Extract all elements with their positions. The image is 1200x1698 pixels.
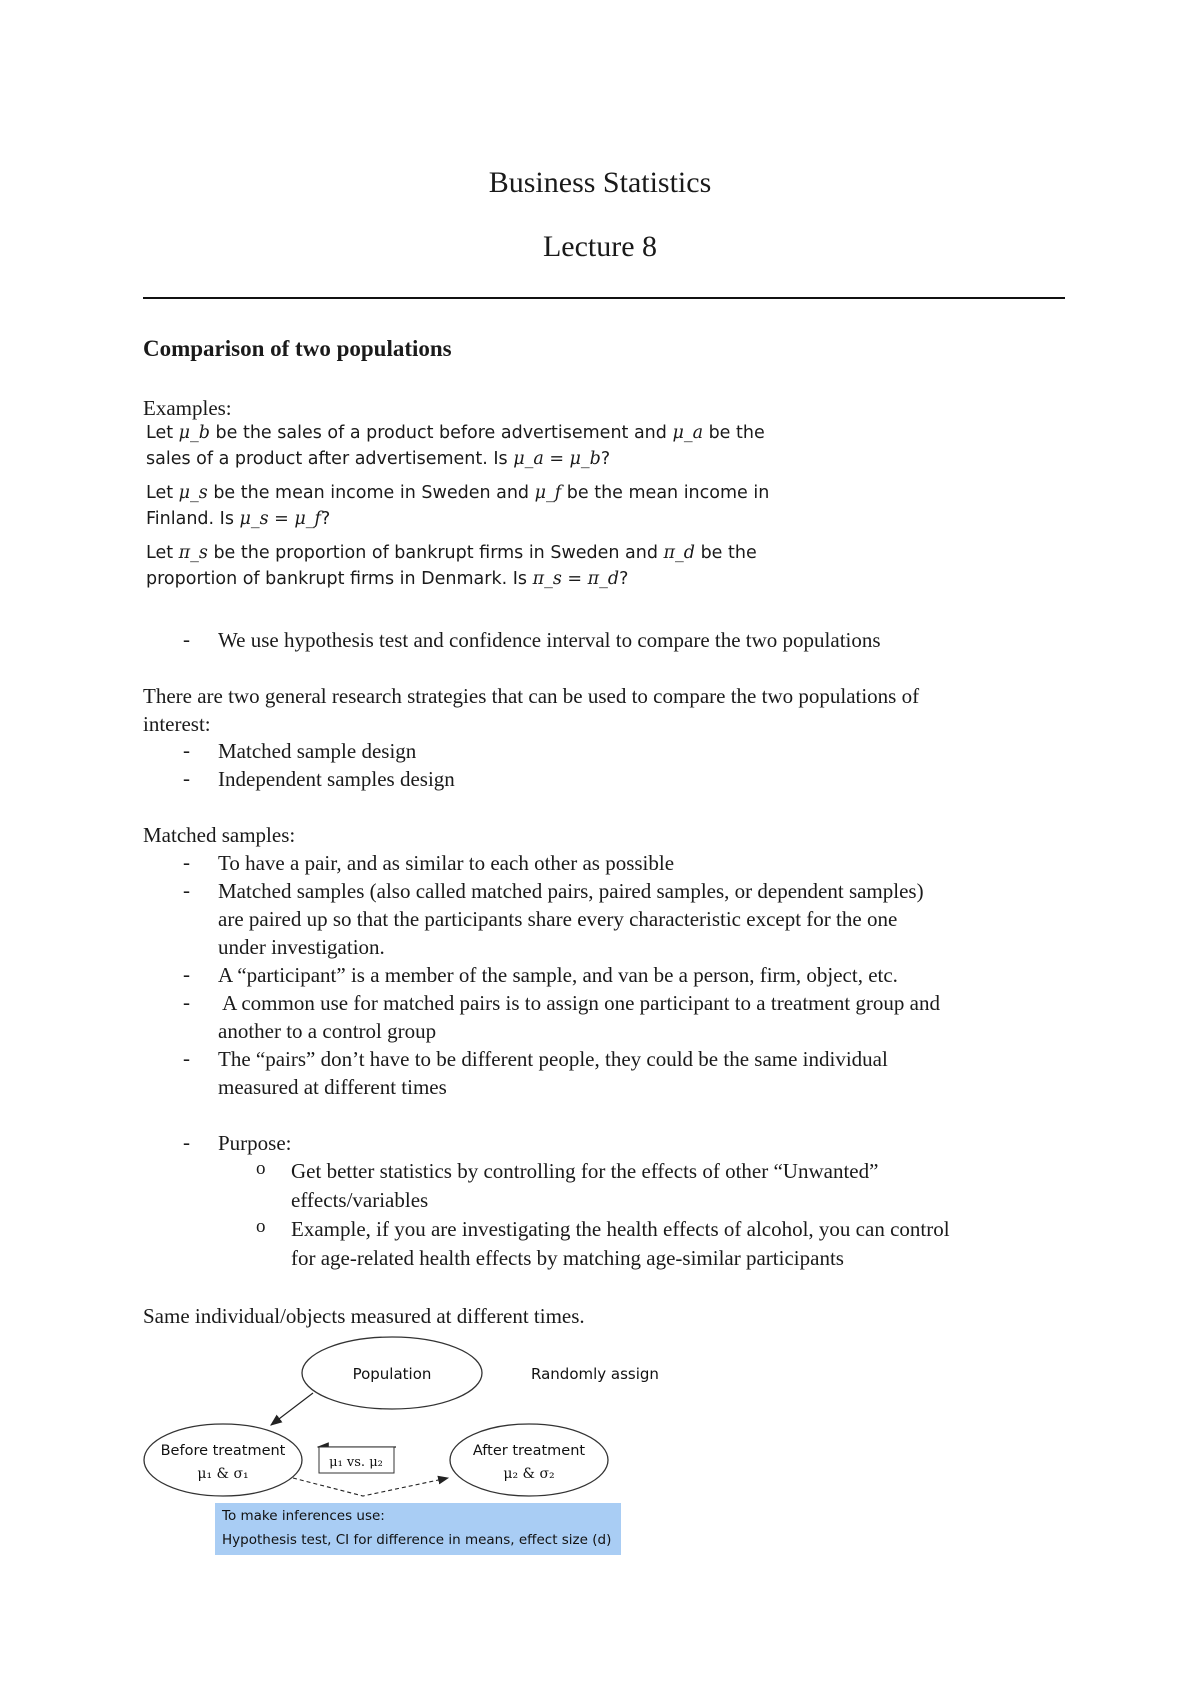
math-mu-a: μ_a	[672, 423, 704, 443]
matched-point-line: A “participant” is a member of the sample, and van be a person, firm, object, etc.	[218, 963, 898, 987]
document-subtitle: Lecture 8	[542, 230, 658, 263]
matched-point-line: The “pairs” don’t have to be different people, they could be the same individual	[218, 1047, 888, 1071]
example-2-line-2: Finland. Is μ_s = μ_f?	[146, 509, 331, 529]
matched-point-line: A common use for matched pairs is to assign one participant to a treatment group and	[218, 991, 940, 1015]
strategies-intro-line-2: interest:	[143, 712, 211, 736]
math-mu-f: μ_f	[534, 483, 562, 503]
matched-point-line: are paired up so that the participants share every characteristic except for the one	[218, 907, 898, 931]
strategies-intro-line-1: There are two general research strategies that can be used to compare the two populations of	[143, 684, 920, 708]
population-label: Population	[352, 1365, 432, 1383]
before-title: Before treatment	[160, 1443, 286, 1459]
matched-point-line: Matched samples (also called matched pairs, paired samples, or dependent samples)	[218, 879, 924, 903]
matched-samples-diagram	[143, 1325, 703, 1560]
bullet-dash: -	[183, 766, 190, 790]
info-line-2: Hypothesis test, CI for difference in means, effect size (d)	[222, 1532, 612, 1548]
compare-label: μ₁ vs. μ₂	[329, 1455, 383, 1470]
bullet-dash: -	[183, 850, 190, 874]
math-mu-s: μ_s	[178, 483, 208, 503]
after-title: After treatment	[472, 1443, 586, 1459]
section-heading: Comparison of two populations	[143, 336, 452, 361]
math-pi-d: π_d	[663, 543, 696, 563]
matched-samples-label: Matched samples:	[143, 823, 296, 847]
before-to-after-arrow	[293, 1478, 448, 1496]
examples-label: Examples:	[143, 396, 232, 420]
strategy-item: Matched sample design	[218, 739, 417, 763]
hypothesis-bullet-text: We use hypothesis test and confidence interval to compare the two populations	[218, 628, 881, 652]
math-equation: μ_s = μ_f	[239, 509, 321, 529]
population-to-before-arrow	[271, 1393, 313, 1425]
bullet-dash: -	[183, 1046, 190, 1070]
math-pi-s: π_s	[178, 543, 208, 563]
bullet-dash: -	[183, 990, 190, 1014]
before-ellipse	[144, 1424, 302, 1496]
example-3-line-1: Let π_s be the proportion of bankrupt firms in Sweden and π_d be the	[146, 543, 757, 563]
bullet-dash: -	[183, 738, 190, 762]
example-3-line-2: proportion of bankrupt firms in Denmark. Is π_s = π_d?	[146, 569, 629, 589]
purpose-point-line: for age-related health effects by matching age-similar participants	[291, 1246, 844, 1270]
purpose-label: Purpose:	[218, 1131, 292, 1155]
after-ellipse	[450, 1424, 608, 1496]
strategy-item: Independent samples design	[218, 767, 455, 791]
math-mu-b: μ_b	[178, 423, 210, 443]
title-divider	[143, 297, 1065, 299]
math-equation: μ_a = μ_b	[513, 449, 601, 469]
bullet-dash: -	[183, 878, 190, 902]
matched-point-line: under investigation.	[218, 935, 385, 959]
matched-point-line: To have a pair, and as similar to each other as possible	[218, 851, 675, 875]
example-1-line-2: sales of a product after advertisement. Is μ_a = μ_b?	[146, 449, 611, 469]
bullet-dash: -	[183, 1130, 190, 1154]
before-params: μ₁ & σ₁	[197, 1466, 249, 1482]
document-title: Business Statistics	[488, 166, 712, 199]
randomly-assign-label: Randomly assign	[531, 1365, 659, 1383]
sub-bullet-circle: o	[256, 1216, 266, 1237]
sub-bullet-circle: o	[256, 1158, 266, 1179]
inference-info-box	[215, 1503, 621, 1555]
info-line-1: To make inferences use:	[222, 1508, 385, 1524]
matched-point-line: measured at different times	[218, 1075, 447, 1099]
example-1-line-1: Let μ_b be the sales of a product before advertisement and μ_a be the	[146, 423, 765, 443]
math-equation: π_s = π_d	[532, 569, 620, 589]
matched-point-line: another to a control group	[218, 1019, 437, 1043]
closing-line: Same individual/objects measured at different times.	[143, 1304, 585, 1328]
purpose-point-line: Get better statistics by controlling for the effects of other “Unwanted”	[291, 1159, 879, 1183]
after-params: μ₂ & σ₂	[503, 1466, 555, 1482]
bullet-dash: -	[183, 962, 190, 986]
purpose-point-line: Example, if you are investigating the health effects of alcohol, you can control	[291, 1217, 950, 1241]
purpose-point-line: effects/variables	[291, 1188, 429, 1212]
bullet-dash: -	[183, 627, 190, 651]
example-2-line-1: Let μ_s be the mean income in Sweden and μ_f be the mean income in	[146, 483, 770, 503]
